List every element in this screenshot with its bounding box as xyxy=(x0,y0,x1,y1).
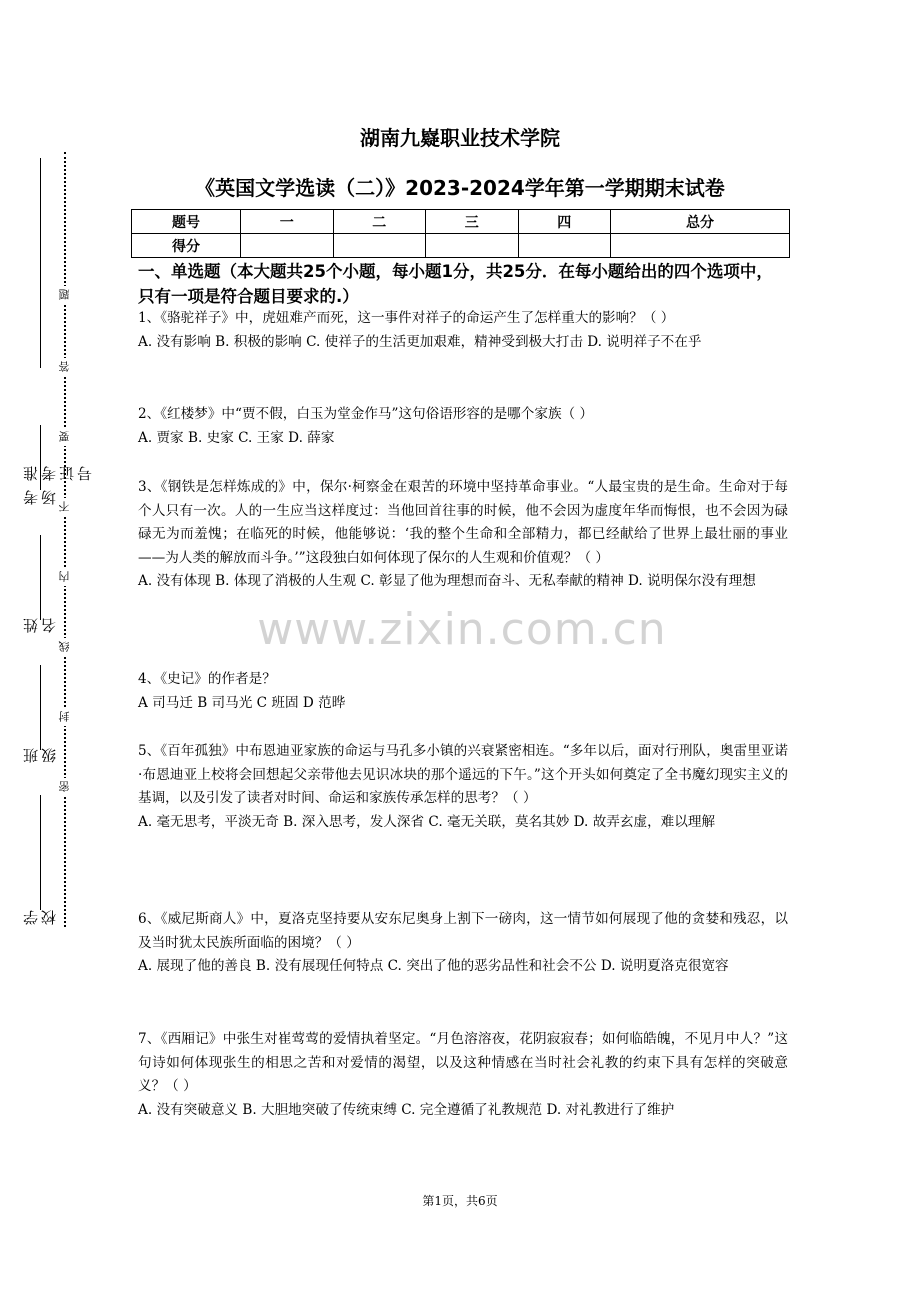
school-name: 湖南九嶷职业技术学院 xyxy=(360,126,560,150)
field-label: 准考证号 xyxy=(22,466,94,481)
question-options: A. 毫无思考，平淡无奇 B. 深入思考，发人深省 C. 毫无关联，莫名其妙 D. 故弄玄虚，难以理解 xyxy=(138,813,716,830)
question-options: A. 没有突破意义 B. 大胆地突破了传统束缚 C. 完全遵循了礼教规范 D. 对礼教进行了维护 xyxy=(138,1101,675,1118)
field-label: 姓名 xyxy=(22,618,58,633)
question-stem: 6、《威尼斯商人》中，夏洛克坚持要从安东尼奥身上割下一磅肉，这一情节如何展现了他的贪婪和残忍，以及当时犹太民族所面临的困境？（ ） xyxy=(138,911,788,951)
field-label: 学校 xyxy=(22,910,58,925)
question-options: A 司马迁 B 司马光 C 班固 D 范晔 xyxy=(138,694,346,711)
score-input-cell[interactable] xyxy=(426,234,519,258)
seal-char: 线 xyxy=(58,638,72,656)
question-6 xyxy=(138,908,788,979)
field-admission-number xyxy=(10,148,94,481)
fill-line xyxy=(40,425,41,490)
fill-line xyxy=(40,158,41,368)
section-heading: 一、单选题（本大题共25个小题，每小题1分，共25分．在每小题给出的四个选项中，只有一项是符合题目要求的.） xyxy=(138,262,773,306)
binding-margin xyxy=(0,0,100,1302)
seal-dotted-line xyxy=(64,152,66,927)
question-3 xyxy=(138,476,788,594)
seal-char: 密 xyxy=(58,778,72,796)
score-table xyxy=(131,209,790,258)
seal-char: 封 xyxy=(58,708,72,726)
question-5 xyxy=(138,740,788,834)
watermark: www.zixin.com.cn xyxy=(257,604,667,655)
seal-char: 要 xyxy=(58,428,72,446)
question-stem: 3、《钢铁是怎样炼成的》中，保尔·柯察金在艰苦的环境中坚持革命事业。“人最宝贵的是生命。生命对于每个人只有一次。人的一生应当这样度过：当他回首往事的时候，他不会因为虚度年华而悔恨，也不会因为碌碌无为而羞愧；在临死的时候，他能够说：‘我的整个生命和全部精力，都已经献给了世界上最壮丽的事业——为人类的解放而斗争。’”这段独白如何体现了保尔的人生观和价值观？（ ） xyxy=(138,479,788,566)
table-cell: 三 xyxy=(426,210,519,234)
seal-char: 不 xyxy=(58,498,72,516)
question-2 xyxy=(138,403,788,450)
table-cell: 四 xyxy=(518,210,611,234)
question-1 xyxy=(138,307,788,354)
fill-line xyxy=(40,535,41,620)
table-row xyxy=(132,210,790,234)
fill-line xyxy=(40,665,41,750)
field-label: 考场 xyxy=(22,490,58,505)
question-7 xyxy=(138,1028,788,1122)
seal-char: 题 xyxy=(58,286,72,304)
exam-title: 《英国文学选读（二）》2023-2024学年第一学期期末试卷 xyxy=(195,176,725,200)
table-row xyxy=(132,234,790,258)
field-label: 班级 xyxy=(22,748,58,763)
table-cell: 得分 xyxy=(132,234,241,258)
question-stem: 5、《百年孤独》中布恩迪亚家族的命运与马孔多小镇的兴衰紧密相连。“多年以后，面对行刑队，奥雷里亚诺·布恩迪亚上校将会回想起父亲带他去见识冰块的那个遥远的下午。”这个开头如何奠定了全书魔幻现实主义的基调，以及引发了读者对时间、命运和家族传承怎样的思考？（ ） xyxy=(138,743,788,807)
seal-char: 答 xyxy=(58,358,72,376)
table-cell: 二 xyxy=(333,210,426,234)
table-cell: 总分 xyxy=(611,210,790,234)
question-options: A. 没有影响 B. 积极的影响 C. 使祥子的生活更加艰难，精神受到极大打击 D. 说明祥子不在乎 xyxy=(138,333,702,350)
score-input-cell[interactable] xyxy=(241,234,334,258)
question-stem: 1、《骆驼祥子》中，虎妞难产而死，这一事件对祥子的命运产生了怎样重大的影响？（ ） xyxy=(138,310,675,326)
question-4 xyxy=(138,668,788,715)
question-stem: 7、《西厢记》中张生对崔莺莺的爱情执着坚定。“月色溶溶夜，花阴寂寂春；如何临皓魄，不见月中人？”这句诗如何体现张生的相思之苦和对爱情的渴望，以及这种情感在当时社会礼教的约束下具有怎样的突破意义？（ ） xyxy=(138,1031,788,1095)
score-input-cell[interactable] xyxy=(611,234,790,258)
seal-char: 内 xyxy=(58,568,72,586)
fill-line xyxy=(40,795,41,910)
page-footer: 第1页，共6页 xyxy=(422,1194,498,1208)
question-stem: 2、《红楼梦》中“贾不假，白玉为堂金作马”这句俗语形容的是哪个家族（ ） xyxy=(138,406,594,422)
question-stem: 4、《史记》的作者是？ xyxy=(138,671,276,687)
question-options: A. 没有体现 B. 体现了消极的人生观 C. 彰显了他为理想而奋斗、无私奉献的精神 D. 说明保尔没有理想 xyxy=(138,573,756,590)
score-input-cell[interactable] xyxy=(518,234,611,258)
question-options: A. 展现了他的善良 B. 没有展现任何特点 C. 突出了他的恶劣品性和社会不公 D. 说明夏洛克很宽容 xyxy=(138,958,729,975)
question-options: A. 贾家 B. 史家 C. 王家 D. 薛家 xyxy=(138,429,335,446)
score-input-cell[interactable] xyxy=(333,234,426,258)
table-cell: 题号 xyxy=(132,210,241,234)
table-cell: 一 xyxy=(241,210,334,234)
